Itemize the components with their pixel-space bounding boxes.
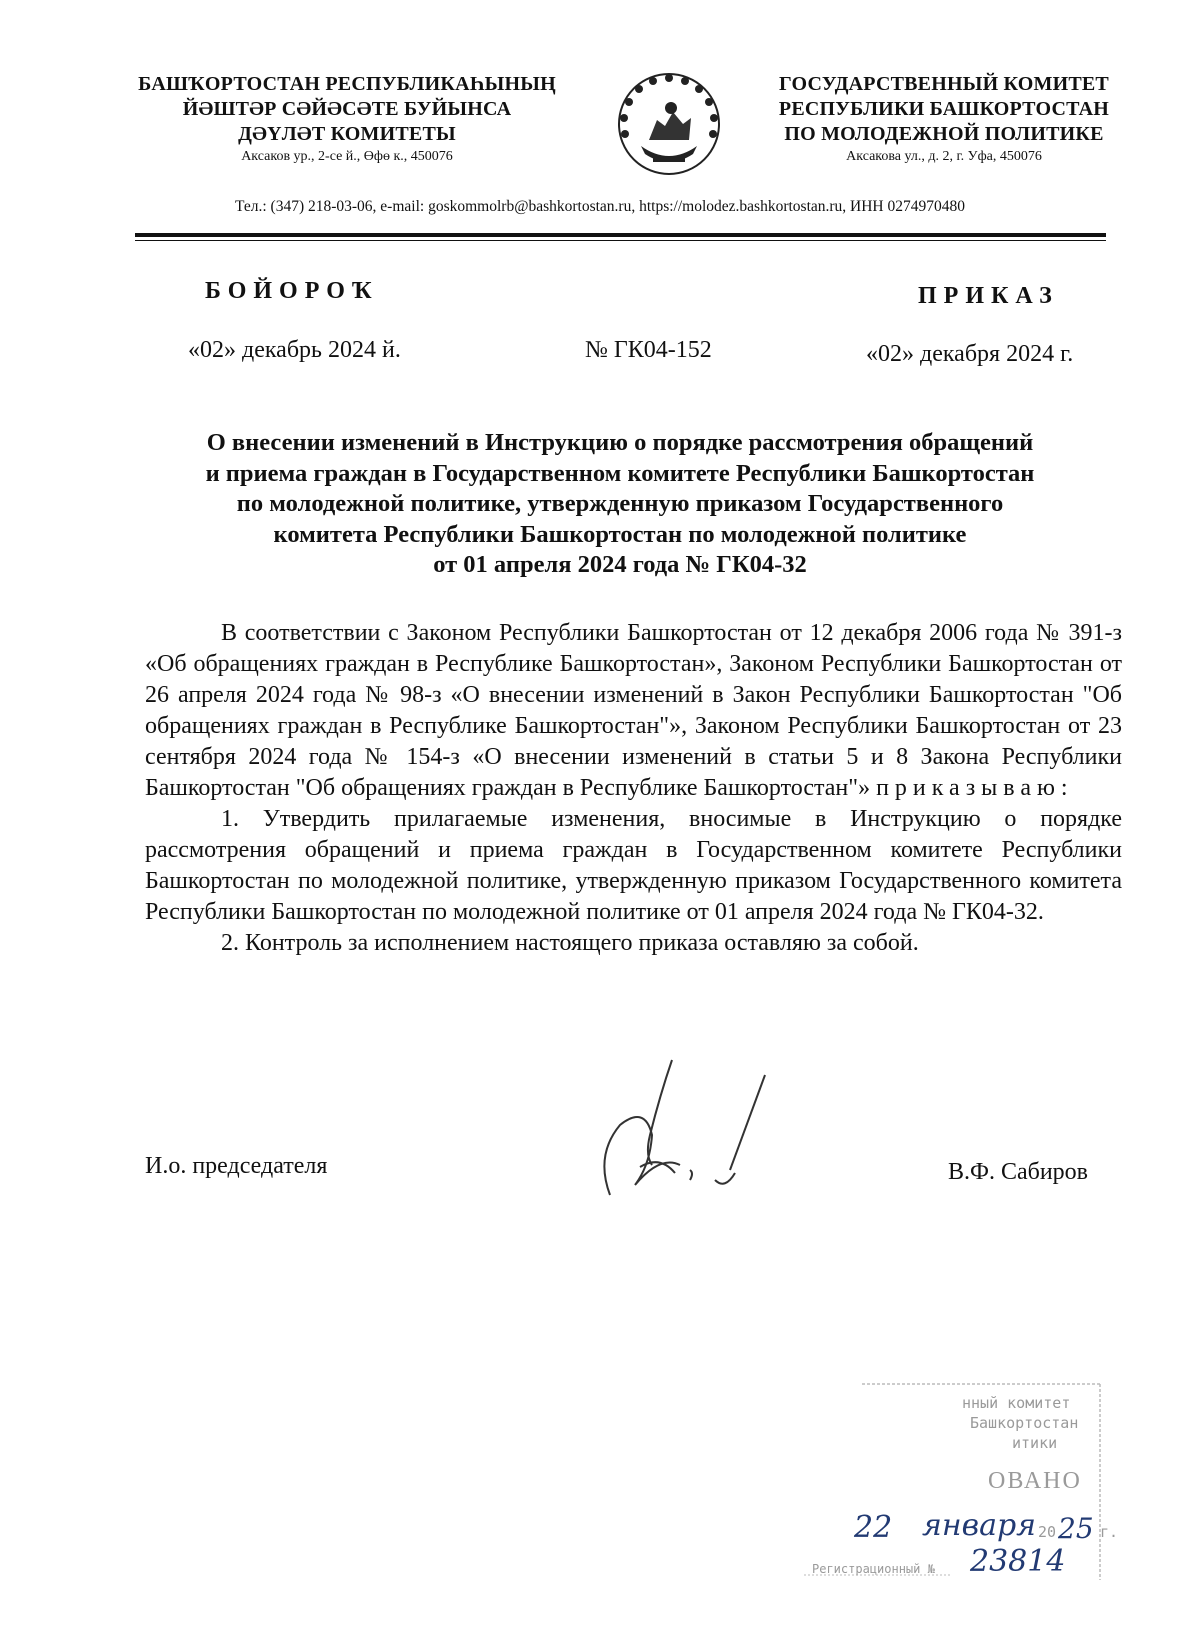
- body-text: [145, 618, 1122, 959]
- stamp-line1: нный комитет: [962, 1394, 1071, 1412]
- body-preamble: [145, 618, 1122, 804]
- header-right-block: [754, 72, 1134, 167]
- order-word: приказываю:: [876, 775, 1074, 801]
- stamp-date-day: 22: [854, 1510, 893, 1545]
- date-right: «02» декабря 2024 г.: [866, 341, 1074, 367]
- header-right-address: Аксакова ул., д. 2, г. Уфа, 450076: [846, 149, 1042, 164]
- header-rule-thick: [135, 233, 1106, 237]
- header-left-block: [108, 72, 586, 167]
- header-left-address: Аксаков ур., 2-се й., Өфө к., 450076: [241, 149, 453, 164]
- body-para1: В соответствии с Законом Республики Башкортостан от 12 декабря 2006 года № 391-з «Об обращениях граждан в Республике Башкортостан», Законом Республики Башкортостан от 26 апреля 2024 года № 98-з «О внесении изменений в Закон Республики Башкортостан "Об обращениях граждан в Республике Башкортостан"», Законом Республики Башкортостан от 23 сентября 2024 года № 154-з «О внесении изменений в статьи 5 и 8 Закона Республики Башкортостан "Об обращениях граждан в Республике Башкортостан"»: [145, 620, 1122, 801]
- header-right-line2: РЕСПУБЛИКИ БАШКОРТОСТАН: [778, 98, 1110, 120]
- subject-line4: комитета Республики Башкортостан по молодежной политике: [273, 520, 967, 548]
- registration-stamp: [800, 1380, 1150, 1590]
- signature-position: И.о. председателя: [145, 1153, 328, 1179]
- subject-line3: по молодежной политике, утвержденную приказом Государственного: [236, 490, 1004, 517]
- header-rule-thin: [135, 240, 1106, 241]
- subject-line5: от 01 апреля 2024 года № ГК04-32: [433, 551, 807, 578]
- doc-type-left: БОЙОРОҠ: [205, 278, 379, 304]
- contacts-line: Тел.: (347) 218-03-06, e-mail: goskommolrb@bashkortostan.ru, https://molodez.bashkortostan.ru, ИНН 0274970480: [234, 198, 965, 215]
- stamp-date-suffix: г.: [1100, 1523, 1119, 1541]
- subject-line2: и приема граждан в Государственном комитете Республики Башкортостан: [205, 459, 1035, 487]
- stamp-year-prefix: 20: [1038, 1523, 1057, 1541]
- header-right-line1: ГОСУДАРСТВЕННЫЙ КОМИТЕТ: [779, 73, 1109, 95]
- header-right-line3: ПО МОЛОДЕЖНОЙ ПОЛИТИКЕ: [784, 123, 1104, 145]
- header-left-line2: ЙӘШТӘР СӘЙӘСӘТЕ БУЙЫНСА: [182, 98, 512, 120]
- doc-number: № ГК04-152: [585, 337, 712, 363]
- stamp-line2: Башкортостан: [970, 1414, 1079, 1432]
- handwritten-signature: [590, 1055, 810, 1205]
- header-left-line3: ДӘҮЛӘТ КОМИТЕТЫ: [238, 123, 456, 145]
- body-item2: 2. Контроль за исполнением настоящего приказа оставляю за собой.: [221, 930, 919, 956]
- stamp-line3: итики: [1012, 1434, 1058, 1452]
- emblem-icon: [613, 68, 725, 180]
- doc-type-right: ПРИКАЗ: [918, 283, 1059, 309]
- date-left: «02» декабрь 2024 й.: [188, 337, 401, 363]
- stamp-date-month: января: [922, 1508, 1037, 1543]
- subject-heading: [140, 428, 1100, 581]
- subject-line1: О внесении изменений в Инструкцию о порядке рассмотрения обращений: [206, 429, 1034, 456]
- stamp-reg-label: Регистрационный №: [812, 1562, 935, 1576]
- stamp-line4: ОВАНО: [988, 1468, 1082, 1494]
- signatory-name: В.Ф. Сабиров: [948, 1159, 1089, 1185]
- body-item1: 1. Утвердить прилагаемые изменения, вносимые в Инструкцию о порядке рассмотрения обращений и приема граждан в Государственном комитете Республики Башкортостан по молодежной политике, утвержденную приказом Государственного комитета Республики Башкортостан по молодежной политике от 01 апреля 2024 года № ГК04-32.: [145, 806, 1122, 925]
- stamp-reg-number: 23814: [970, 1544, 1066, 1579]
- stamp-date-year: 25: [1058, 1512, 1094, 1545]
- header-left-line1: БАШҠОРТОСТАН РЕСПУБЛИКАҺЫНЫҢ: [138, 73, 556, 95]
